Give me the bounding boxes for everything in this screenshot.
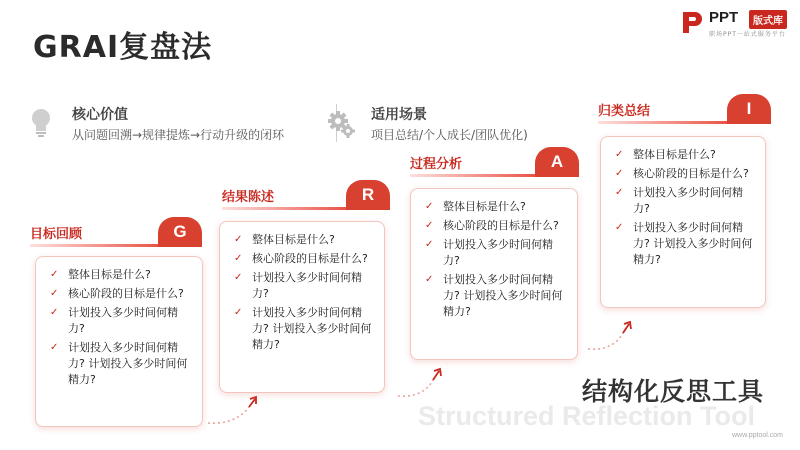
step-letter: I (727, 94, 771, 124)
logo-p-icon (679, 9, 705, 35)
checkmark-icon: ✓ (50, 288, 59, 299)
connector-arrow-icon (395, 362, 451, 400)
checkmark-icon: ✓ (615, 187, 624, 198)
connector-arrow-icon (205, 393, 267, 429)
logo-brand: PPT (709, 9, 739, 26)
footer-site: www.pptool.com (732, 432, 783, 439)
info-title-scene: 适用场景 (371, 107, 427, 123)
list-item: ✓ 整体目标是什么? (234, 233, 335, 246)
checkmark-icon: ✓ (50, 342, 59, 353)
list-item: ✓ 计划投入多少时间何精力? 计划投入多少时间何精力? (615, 221, 753, 266)
info-desc-scene: 项目总结/个人成长/团队优化) (371, 128, 528, 142)
checkmark-icon: ✓ (425, 201, 434, 212)
brand-logo (679, 8, 795, 38)
checkmark-icon: ✓ (50, 269, 59, 280)
list-item: ✓ 计划投入多少时间何精力? 计划投入多少时间何精力? (50, 341, 188, 386)
step-header-i (598, 100, 771, 124)
step-header-g (30, 223, 202, 247)
list-item: ✓ 计划投入多少时间何精力? 计划投入多少时间何精力? (425, 273, 563, 318)
step-name: 过程分析 (410, 157, 463, 172)
step-letter: G (158, 217, 202, 247)
list-item: ✓ 计划投入多少时间何精力? 计划投入多少时间何精力? (234, 306, 372, 351)
checkmark-icon: ✓ (425, 274, 434, 285)
list-item: ✓ 计划投入多少时间何精力? (615, 186, 743, 215)
gears-icon (327, 109, 355, 139)
checkmark-icon: ✓ (234, 253, 243, 264)
list-item: ✓ 核心阶段的目标是什么? (615, 167, 749, 180)
info-desc-value: 从问题回溯→规律提炼→行动升级的闭环 (72, 128, 285, 142)
checkmark-icon: ✓ (50, 307, 59, 318)
list-item: ✓ 核心阶段的目标是什么? (234, 252, 368, 265)
list-item: ✓ 整体目标是什么? (50, 268, 151, 281)
step-card-a (410, 188, 578, 360)
list-item: ✓ 计划投入多少时间何精力? (425, 238, 553, 267)
logo-badge: 版式库 (749, 10, 787, 29)
info-title-value: 核心价值 (72, 107, 128, 123)
list-item: ✓ 整体目标是什么? (615, 148, 716, 161)
list-item: ✓ 整体目标是什么? (425, 200, 526, 213)
step-name: 目标回顾 (30, 227, 83, 242)
step-name: 结果陈述 (222, 190, 275, 205)
step-card-r (219, 221, 385, 393)
logo-tagline: 职场PPT一站式服务平台 (709, 31, 786, 38)
list-item: ✓ 核心阶段的目标是什么? (50, 287, 184, 300)
checkmark-icon: ✓ (615, 222, 624, 233)
checkmark-icon: ✓ (615, 168, 624, 179)
list-item: ✓ 计划投入多少时间何精力? (234, 271, 362, 300)
checkmark-icon: ✓ (425, 220, 434, 231)
step-header-a (410, 153, 579, 177)
step-card-g (35, 256, 203, 427)
step-letter: R (346, 180, 390, 210)
footer-subtitle-cn: 结构化反思工具 (582, 377, 765, 406)
checkmark-icon: ✓ (234, 307, 243, 318)
list-item: ✓ 计划投入多少时间何精力? (50, 306, 178, 335)
step-header-r (222, 186, 390, 210)
checkmark-icon: ✓ (425, 239, 434, 250)
step-name: 归类总结 (598, 104, 651, 119)
list-item: ✓ 核心阶段的目标是什么? (425, 219, 559, 232)
step-card-i (600, 136, 766, 308)
checkmark-icon: ✓ (234, 272, 243, 283)
step-letter: A (535, 147, 579, 177)
page-title: GRAI复盘法 (33, 30, 213, 65)
connector-arrow-icon (585, 315, 641, 353)
checkmark-icon: ✓ (615, 149, 624, 160)
lightbulb-icon (30, 108, 52, 138)
checkmark-icon: ✓ (234, 234, 243, 245)
footer-subtitle-en: Structured Reflection Tool (418, 401, 756, 431)
